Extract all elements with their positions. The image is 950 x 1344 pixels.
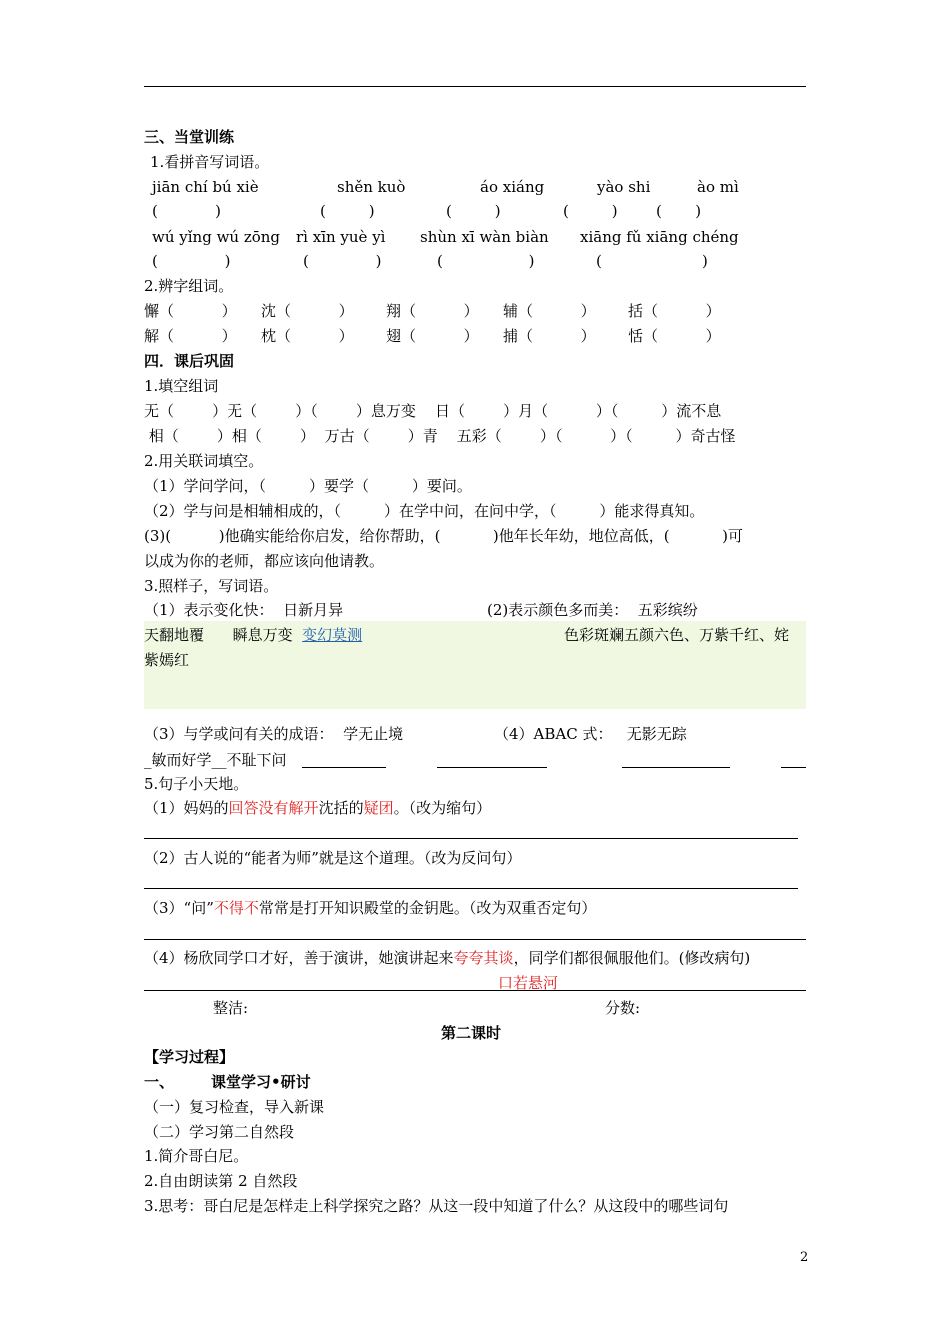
sentence-4 xyxy=(144,949,750,967)
highlight: 回答没有解开 xyxy=(228,799,319,817)
answer-line[interactable] xyxy=(144,888,798,889)
question-2: 2.用关联词填空。 xyxy=(144,452,264,470)
header-rule xyxy=(144,86,806,87)
answer-bracket[interactable]: ( ) xyxy=(563,202,618,220)
answer-bracket[interactable]: ( ) xyxy=(656,202,702,220)
answer-line[interactable] xyxy=(144,838,798,839)
answer-bracket[interactable]: ( ) xyxy=(446,202,501,220)
pinyin: wú yǐng wú zōng xyxy=(152,228,281,246)
word-group[interactable]: 捕（ ） xyxy=(503,327,596,345)
pinyin: áo xiáng xyxy=(480,178,545,196)
question-5: 5.句子小天地。 xyxy=(144,775,249,793)
pinyin: jiān chí bú xiè xyxy=(152,178,259,196)
answer-2-cont: 紫嫣红 xyxy=(144,651,190,669)
pinyin: shěn kuò xyxy=(337,178,406,196)
score-label: 分数: xyxy=(605,999,641,1017)
answer-bracket[interactable]: ( ) xyxy=(437,252,535,270)
question-1: 1.填空组词 xyxy=(144,377,219,395)
sentence-text: 常常是打开知识殿堂的金钥匙。（改为双重否定句） xyxy=(258,899,597,917)
fill-sentence[interactable]: （2）学与问是相辅相成的，（ ）在学中问，在问中学，（ ）能求得真知。 xyxy=(144,502,705,520)
sentence-text: 沈括的 xyxy=(318,799,364,817)
answer-line[interactable] xyxy=(144,939,806,940)
highlight: 疑团 xyxy=(363,799,394,817)
fill-sentence: 以成为你的老师，都应该向他请教。 xyxy=(144,552,385,570)
sentence-1 xyxy=(144,799,491,817)
correction: 口若悬河 xyxy=(498,974,559,992)
answer-line[interactable] xyxy=(144,990,806,991)
question-1: 1.看拼音写词语。 xyxy=(150,153,270,171)
example-2: (2)表示颜色多而美： 五彩缤纷 xyxy=(487,601,698,619)
answer-bracket[interactable]: ( ) xyxy=(152,202,221,220)
question-2: 2.辨字组词。 xyxy=(144,277,234,295)
example-3: （3）与学或问有关的成语： 学无止境 xyxy=(144,725,404,743)
blank-line[interactable] xyxy=(302,767,386,768)
pinyin: yào shi xyxy=(597,178,651,196)
answer-bracket[interactable]: ( ) xyxy=(320,202,375,220)
sentence-text: （4）杨欣同学口才好，善于演讲，她演讲起来 xyxy=(144,949,454,967)
list-item: 3.思考：哥白尼是怎样走上科学探究之路？从这一段中知道了什么？从这段中的哪些词句 xyxy=(144,1197,729,1215)
highlight: 夸夸其谈 xyxy=(453,949,514,967)
section4-heading: 四．课后巩固 xyxy=(144,352,235,370)
pinyin: xiāng fǔ xiāng chéng xyxy=(580,228,739,246)
answer-bracket[interactable]: ( ) xyxy=(303,252,382,270)
page-number: 2 xyxy=(800,1250,809,1265)
answer-1 xyxy=(144,626,362,644)
word-group[interactable]: 辅（ ） xyxy=(503,302,596,320)
process-heading: 【学习过程】 xyxy=(144,1048,235,1066)
list-item: （一）复习检查，导入新课 xyxy=(144,1098,325,1116)
sentence-3 xyxy=(144,899,596,917)
part1-title: 课堂学习•研讨 xyxy=(211,1073,311,1091)
fill-sentence[interactable]: (3)( )他确实能给你启发，给你帮助，( )他年长年幼，地位高低，( )可 xyxy=(144,527,743,545)
word-group[interactable]: 括（ ） xyxy=(628,302,721,320)
blank-line[interactable] xyxy=(437,767,547,768)
section3-heading: 三、当堂训练 xyxy=(144,128,235,146)
pinyin: ào mì xyxy=(697,178,739,196)
sentence-text: ，同学们都很佩服他们。(修改病句) xyxy=(513,949,751,967)
answer-2: 色彩斑斓五颜六色、万紫千红、姹 xyxy=(564,626,790,644)
question-3: 3.照样子，写词语。 xyxy=(144,577,279,595)
neatness-label: 整洁: xyxy=(213,999,249,1017)
list-item: 2.自由朗读第 2 自然段 xyxy=(144,1172,298,1190)
sentence-text: 。（改为缩句） xyxy=(393,799,492,817)
word-group[interactable]: 翔（ ） xyxy=(386,302,479,320)
word-group[interactable]: 解（ ） xyxy=(144,327,237,345)
list-item: （二）学习第二自然段 xyxy=(144,1123,295,1141)
example-4: （4）ABAC 式： 无影无踪 xyxy=(494,725,687,743)
fill-sentence[interactable]: （1）学问学问，（ ）要学（ ）要问。 xyxy=(144,477,472,495)
blank-line[interactable] xyxy=(781,767,806,768)
fill-line[interactable]: 无（ ）无（ ）（ ）息万变 日（ ）月（ ）（ ）流不息 xyxy=(144,402,722,420)
answer-bracket[interactable]: ( ) xyxy=(596,252,708,270)
answer-bracket[interactable]: ( ) xyxy=(152,252,231,270)
lesson-title: 第二课时 xyxy=(441,1024,502,1042)
list-item: 1.简介哥白尼。 xyxy=(144,1147,249,1165)
word-group[interactable]: 沈（ ） xyxy=(261,302,354,320)
blank-line[interactable] xyxy=(622,767,730,768)
word-group[interactable]: 恬（ ） xyxy=(628,327,721,345)
part1-number: 一、 xyxy=(144,1073,175,1091)
answer-3: _敏而好学__不耻下问 xyxy=(144,751,287,769)
word-group[interactable]: 懈（ ） xyxy=(144,302,237,320)
pinyin: rì xīn yuè yì xyxy=(296,228,386,246)
word-group[interactable]: 枕（ ） xyxy=(261,327,354,345)
sentence-text: （1）妈妈的 xyxy=(144,799,229,817)
highlight: 不得不 xyxy=(213,899,259,917)
word-group[interactable]: 翅（ ） xyxy=(386,327,479,345)
fill-line[interactable]: 相（ ）相（ ） 万古（ ）青 五彩（ ）（ ）（ ）奇古怪 xyxy=(144,427,736,445)
pinyin: shùn xī wàn biàn xyxy=(420,228,549,246)
answer-link[interactable]: 变幻莫测 xyxy=(302,626,363,644)
example-1: （1）表示变化快： 日新月异 xyxy=(144,601,344,619)
sentence-2: （2）古人说的“能者为师”就是这个道理。（改为反问句） xyxy=(144,849,522,867)
sentence-text: （3）“问” xyxy=(144,899,214,917)
answer-1-text: 天翻地覆 瞬息万变 xyxy=(144,626,303,644)
